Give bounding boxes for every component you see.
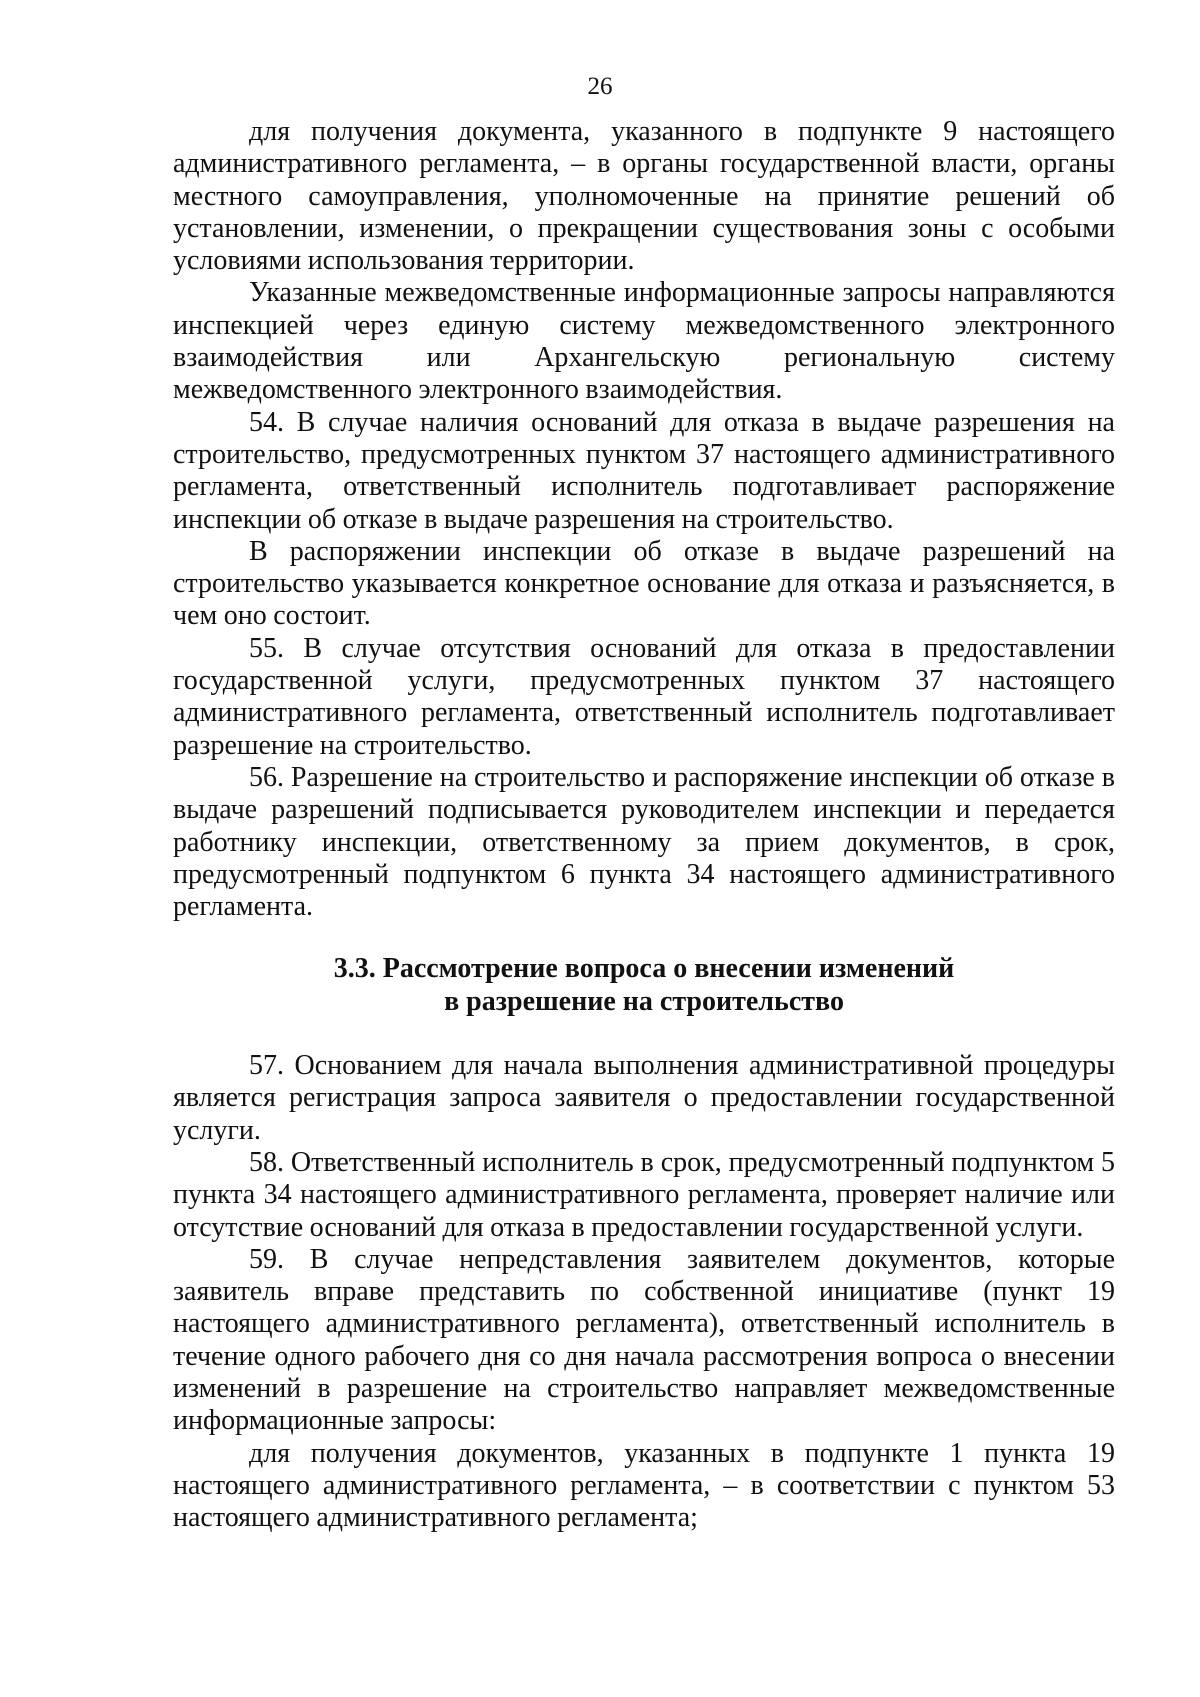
section-heading-3-3	[173, 953, 1115, 1018]
paragraph-58: 58. Ответственный исполнитель в срок, предусмотренный подпунктом 5 пункта 34 настоящего административного регламента, проверяет наличие или отсутствие оснований для отказа в предоставлении государственной услуги.	[173, 1146, 1115, 1243]
paragraph-interagency-request-channel: Указанные межведомственные информационные запросы направляются инспекцией через единую систему межведомственного электронного взаимодействия или Архангельскую региональную систему межведомственного электронного взаимодействия.	[173, 277, 1115, 406]
section-heading-line-2: в разрешение на строительство	[444, 985, 844, 1017]
paragraph-55: 55. В случае отсутствия оснований для отказа в предоставлении государственной услуги, предусмотренных пунктом 37 настоящего административного регламента, ответственный исполнитель подготавливает разрешение на строительство.	[173, 632, 1115, 761]
paragraph-56: 56. Разрешение на строительство и распоряжение инспекции об отказе в выдаче разрешений подписывается руководителем инспекции и передается работнику инспекции, ответственному за прием документов, в срок, предусмотренный подпунктом 6 пункта 34 настоящего административного регламента.	[173, 761, 1115, 923]
paragraph-refusal-order-content: В распоряжении инспекции об отказе в выдаче разрешений на строительство указывается конкретное основание для отказа и разъясняется, в чем оно состоит.	[173, 535, 1115, 632]
page-number: 26	[587, 73, 613, 100]
section-heading-line-1: 3.3. Рассмотрение вопроса о внесении изменений	[333, 953, 955, 985]
paragraph-documents-request: для получения документов, указанных в подпункте 1 пункта 19 настоящего административного регламента, – в соответствии с пунктом 53 настоящего административного регламента;	[173, 1437, 1115, 1534]
document-body	[173, 116, 1115, 1534]
paragraph-59: 59. В случае непредставления заявителем документов, которые заявитель вправе представить по собственной инициативе (пункт 19 настоящего административного регламента), ответственный исполнитель в течение одного рабочего дня со дня начала рассмотрения вопроса о внесении изменений в разрешение на строительство направляет межведомственные информационные запросы:	[173, 1243, 1115, 1437]
paragraph-54: 54. В случае наличия оснований для отказа в выдаче разрешения на строительство, предусмотренных пунктом 37 настоящего административного регламента, ответственный исполнитель подготавливает распоряжение инспекции об отказе в выдаче разрешения на строительство.	[173, 406, 1115, 535]
paragraph-57: 57. Основанием для начала выполнения административной процедуры является регистрация запроса заявителя о предоставлении государственной услуги.	[173, 1050, 1115, 1146]
paragraph-interagency-request-target: для получения документа, указанного в подпункте 9 настоящего административного регламента, – в органы государственной власти, органы местного самоуправления, уполномоченные на принятие решений об установлении, изменении, о прекращении существования зоны с особыми условиями использования территории.	[173, 116, 1115, 277]
